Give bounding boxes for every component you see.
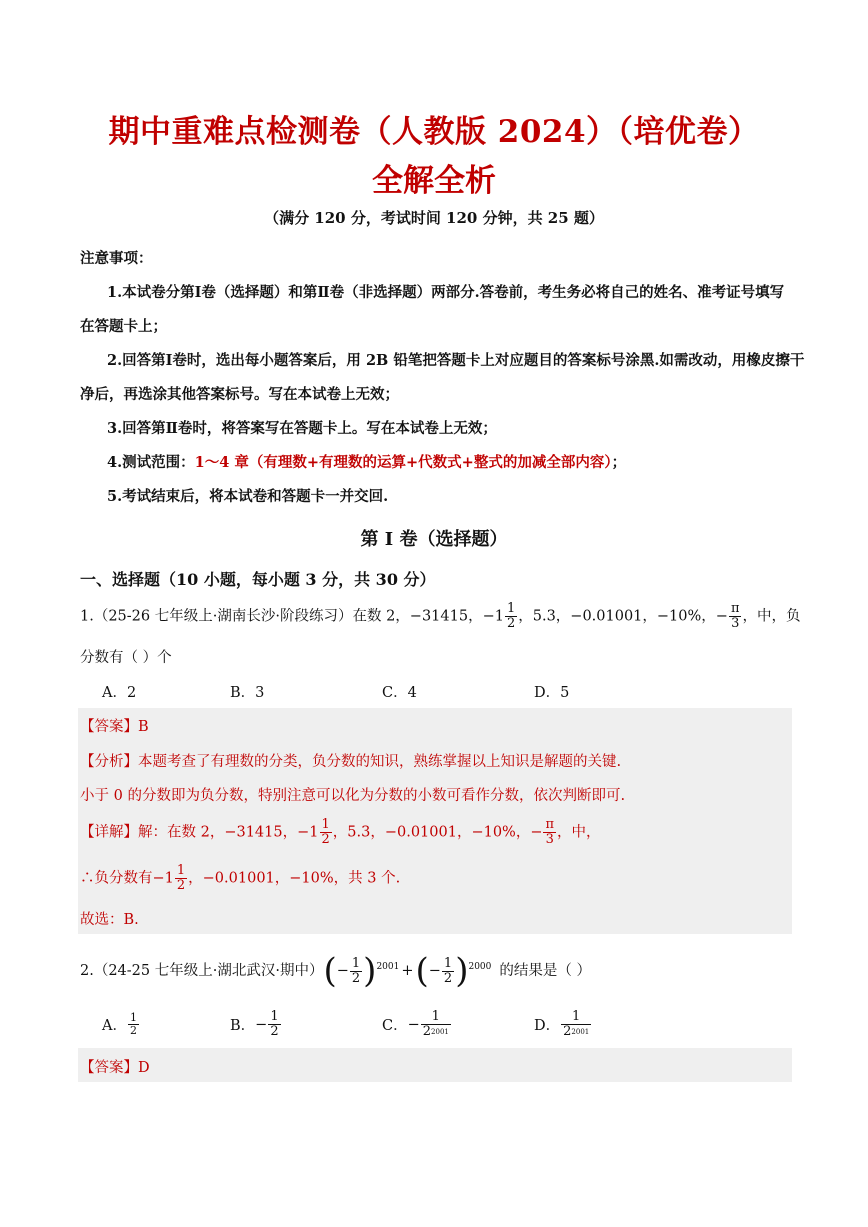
notice-item-2-line-2: 净后，再选涂其他答案标号。写在本试卷上无效； bbox=[80, 386, 399, 403]
option-label: B． bbox=[230, 1018, 256, 1034]
fraction-denominator: 2 bbox=[506, 616, 516, 631]
section-title: 第 I 卷（选择题） bbox=[360, 529, 508, 550]
q1-analysis: 【分析】本题考查了有理数的分类，负分数的知识，熟练掌握以上知识是解题的关键. bbox=[80, 754, 622, 770]
option-label: C． bbox=[382, 1018, 408, 1034]
q1-choose: 故选：B. bbox=[80, 912, 139, 928]
notice-item-2-line-1: 2.回答第Ⅰ卷时，选出每小题答案后，用 2B 铅笔把答题卡上对应题目的答案标号涂黑.如需改动，用橡皮擦干 bbox=[107, 352, 805, 369]
fraction-denominator: 2 bbox=[351, 970, 361, 986]
fraction-numerator: π bbox=[730, 601, 740, 616]
fraction-denominator: 2 bbox=[176, 878, 186, 893]
fraction-one-half bbox=[320, 818, 332, 847]
fraction-one-over-2-pow-2001 bbox=[421, 1010, 451, 1039]
fraction-one-half bbox=[442, 957, 454, 986]
exponent-2001: 2001 bbox=[571, 1028, 590, 1036]
fraction-numerator: 1 bbox=[176, 863, 186, 878]
q1-mid: ，5.3，−0.01001，−10%，− bbox=[518, 608, 728, 625]
right-paren: ) bbox=[455, 951, 469, 991]
fraction-numerator: 1 bbox=[506, 601, 516, 616]
q1-suffix: ，中，负 bbox=[742, 608, 801, 625]
left-paren: ( bbox=[323, 951, 337, 991]
fraction-numerator: 1 bbox=[351, 955, 361, 971]
q2-option-a bbox=[102, 1012, 140, 1037]
fraction-denominator: 2 bbox=[129, 1024, 137, 1037]
question-1-line-2: 分数有（ ）个 bbox=[80, 650, 172, 666]
q1-analysis-2: 小于 0 的分数即为负分数，特别注意可以化为分数的小数可看作分数，依次判断即可. bbox=[80, 788, 626, 804]
fraction-denominator: 2 bbox=[321, 832, 330, 847]
part-title: 一、选择题（10 小题，每小题 3 分，共 30 分） bbox=[80, 570, 436, 589]
notice-heading: 注意事项： bbox=[80, 250, 153, 267]
fraction-denominator bbox=[421, 1025, 451, 1039]
notice-item-5: 5.考试结束后，将本试卷和答题卡一并交回. bbox=[107, 488, 389, 505]
q2-option-c bbox=[382, 1010, 452, 1039]
q2-suffix: 的结果是（ ） bbox=[499, 963, 591, 979]
fraction-denominator: 2 bbox=[443, 970, 453, 986]
exponent-2001: 2001 bbox=[376, 962, 400, 972]
fraction-denominator bbox=[561, 1025, 591, 1039]
fraction-one-half bbox=[350, 957, 362, 986]
exam-info: （满分 120 分，考试时间 120 分钟，共 25 题） bbox=[264, 209, 604, 227]
fraction-numerator: 1 bbox=[321, 817, 330, 832]
option-label: A． bbox=[102, 1018, 127, 1034]
notice-item-4-prefix: 4.测试范围： bbox=[107, 454, 195, 471]
neg-sign: − bbox=[407, 1016, 420, 1033]
base: 2 bbox=[422, 1024, 432, 1039]
q2-option-d bbox=[534, 1010, 592, 1039]
q1-detail-prefix: 【详解】解：在数 2，−31415，−1 bbox=[80, 824, 319, 841]
notice-item-1-line-2: 在答题卡上； bbox=[80, 318, 167, 335]
question-2-stem bbox=[80, 948, 591, 994]
fraction-one-half bbox=[128, 1012, 139, 1037]
q1-therefore-suffix: ，−0.01001，−10%，共 3 个. bbox=[188, 870, 401, 887]
fraction-numerator: 1 bbox=[129, 1011, 137, 1024]
fraction-numerator: 1 bbox=[561, 1010, 591, 1025]
q2-answer-box bbox=[78, 1048, 792, 1082]
q1-detail-suffix: ，中， bbox=[557, 824, 601, 841]
fraction-one-half bbox=[175, 864, 187, 893]
document-title: 期中重难点检测卷（人教版 2024）（培优卷） bbox=[108, 114, 760, 150]
q2-option-b bbox=[230, 1010, 282, 1039]
q1-answer: 【答案】B bbox=[80, 719, 149, 735]
fraction-pi-over-3 bbox=[543, 818, 556, 847]
fraction-numerator: 1 bbox=[443, 955, 453, 971]
fraction-one-over-2-pow-2001 bbox=[561, 1010, 591, 1039]
notice-item-1-line-1: 1.本试卷分第Ⅰ卷（选择题）和第Ⅱ卷（非选择题）两部分.答卷前，考生务必将自己的姓名、准考证号填写 bbox=[107, 284, 785, 301]
fraction-denominator: 2 bbox=[270, 1024, 279, 1039]
neg-sign: − bbox=[336, 963, 349, 979]
fraction-numerator: 1 bbox=[270, 1009, 279, 1024]
q1-therefore-prefix: ∴负分数有−1 bbox=[80, 870, 174, 887]
base: 2 bbox=[563, 1024, 572, 1039]
left-paren: ( bbox=[415, 951, 429, 991]
q1-option-d: D．5 bbox=[534, 685, 570, 701]
fraction-pi-over-3 bbox=[729, 602, 742, 631]
notice-item-4 bbox=[107, 453, 626, 473]
fraction-denominator: 3 bbox=[545, 832, 554, 847]
plus-sign: + bbox=[401, 963, 414, 979]
q1-prefix: 1.（25-26 七年级上·湖南长沙·阶段练习）在数 2，−31415，−1 bbox=[80, 608, 504, 625]
neg-sign: − bbox=[255, 1016, 268, 1033]
exponent-2000: 2000 bbox=[468, 962, 492, 972]
question-1-stem bbox=[80, 602, 800, 631]
q1-therefore bbox=[80, 864, 400, 893]
fraction-numerator: 1 bbox=[421, 1010, 451, 1025]
document-subtitle-heading: 全解全析 bbox=[372, 163, 496, 199]
fraction-one-half bbox=[505, 602, 517, 631]
neg-sign: − bbox=[428, 963, 441, 979]
q1-option-a: A．2 bbox=[102, 685, 137, 701]
notice-item-3: 3.回答第Ⅱ卷时，将答案写在答题卡上。写在本试卷上无效； bbox=[107, 420, 497, 437]
q1-option-c: C．4 bbox=[382, 685, 417, 701]
exponent-2001: 2001 bbox=[431, 1028, 449, 1036]
fraction-denominator: 3 bbox=[731, 616, 740, 631]
test-range: 1～4 章（有理数+有理数的运算+代数式+整式的加减全部内容） bbox=[194, 454, 612, 471]
right-paren: ) bbox=[363, 951, 377, 991]
q1-detail-mid: ，5.3，−0.01001，−10%，− bbox=[332, 824, 543, 841]
q2-prefix: 2.（24-25 七年级上·湖北武汉·期中） bbox=[80, 963, 324, 979]
q2-answer: 【答案】D bbox=[80, 1060, 150, 1076]
option-label: D． bbox=[534, 1018, 561, 1034]
q1-detail bbox=[80, 818, 601, 847]
fraction-numerator: π bbox=[545, 817, 555, 832]
fraction-one-half bbox=[268, 1010, 280, 1039]
notice-item-4-suffix: ； bbox=[611, 454, 627, 471]
q1-option-b: B．3 bbox=[230, 685, 265, 701]
